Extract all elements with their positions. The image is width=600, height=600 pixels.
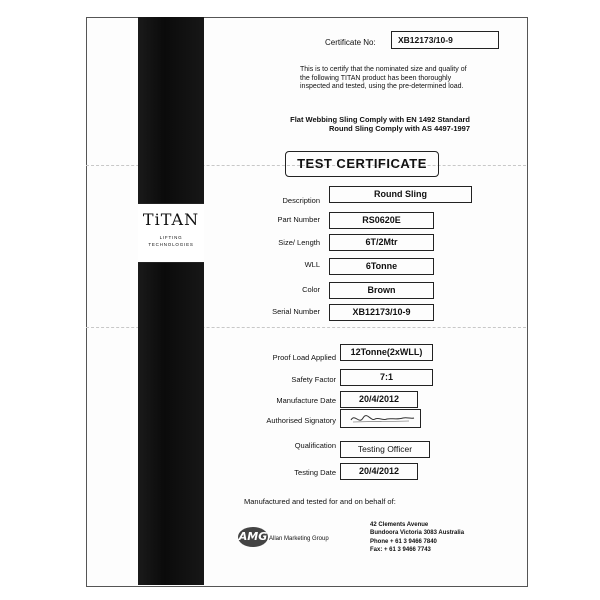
size-length-label: Size/ Length (278, 238, 320, 247)
color-label: Color (302, 285, 320, 294)
brand-tagline: LIFTING TECHNOLOGIES (148, 235, 194, 247)
manufacture-date-value: 20/4/2012 (340, 391, 418, 408)
testing-date-label: Testing Date (294, 468, 336, 477)
part-number-label: Part Number (277, 215, 320, 224)
color-value: Brown (329, 282, 434, 299)
serial-number-value: XB12173/10-9 (329, 304, 434, 321)
amg-logo (238, 527, 334, 549)
certification-statement: This is to certify that the nominated size and quality of the following TITAN product has been thoroughly inspected and tested, using the pre-determined load. (300, 66, 467, 90)
titan-logo (138, 203, 204, 263)
fax-number: Fax: + 61 3 9466 7743 (370, 546, 431, 553)
wll-label: WLL (304, 260, 320, 269)
description-value: Round Sling (329, 186, 472, 203)
certificate-title: TEST CERTIFICATE (285, 151, 439, 177)
phone-number: Phone + 61 3 9466 7840 (370, 538, 437, 545)
manufactured-statement: Manufactured and tested for and on behalf of: (244, 497, 396, 506)
signatory-label: Authorised Signatory (266, 416, 336, 425)
proof-load-label: Proof Load Applied (272, 353, 336, 362)
address-city: Bundoora Victoria 3083 Australia (370, 530, 465, 537)
qualification-label: Qualification (294, 441, 336, 450)
brand-logo-text: TiTAN (142, 210, 200, 229)
manufacture-date-label: Manufacture Date (276, 396, 336, 405)
testing-date-value: 20/4/2012 (340, 463, 418, 480)
compliance-standards (270, 115, 470, 133)
proof-load-value: 12Tonne(2xWLL) (340, 344, 433, 361)
safety-factor-value: 7:1 (340, 369, 433, 386)
standard-flat-webbing: Flat Webbing Sling Comply with EN 1492 Standard (290, 115, 470, 124)
signature-image (341, 410, 420, 427)
safety-factor-label: Safety Factor (291, 375, 336, 384)
group-name: Allan Marketing Group (269, 536, 329, 542)
certificate-number-label: Certificate No: (325, 38, 376, 47)
amg-badge: AMG (238, 527, 268, 547)
qualification-value: Testing Officer (340, 441, 430, 458)
address-street: 42 Clements Avenue (370, 522, 429, 528)
size-length-value: 6T/2Mtr (329, 234, 434, 251)
signature-box (340, 409, 421, 428)
standard-round-sling: Round Sling Comply with AS 4497-1997 (329, 124, 470, 133)
description-label: Description (282, 196, 320, 205)
brand-stripe (138, 17, 204, 585)
company-address (370, 521, 464, 554)
wll-value: 6Tonne (329, 258, 434, 275)
serial-number-label: Serial Number (272, 307, 320, 316)
part-number-value: RS0620E (329, 212, 434, 229)
certificate-number-value: XB12173/10-9 (391, 31, 499, 49)
